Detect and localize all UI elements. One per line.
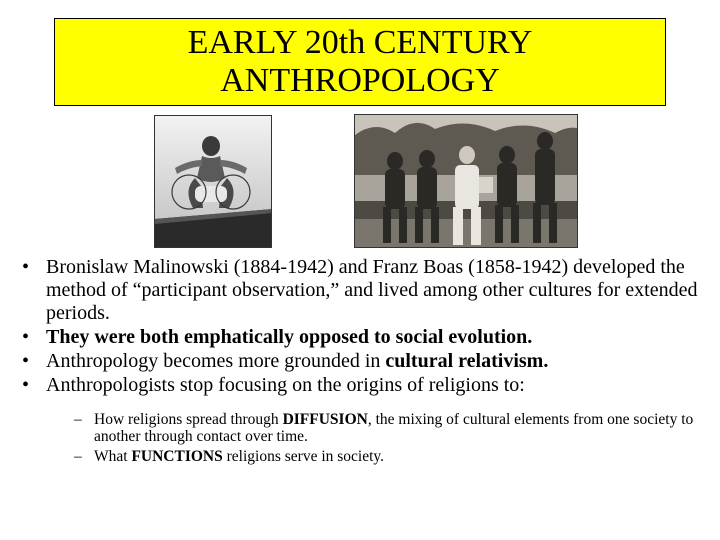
slide-title-line-1: EARLY 20th CENTURY — [187, 24, 533, 61]
slide-title-line-2: ANTHROPOLOGY — [220, 62, 500, 99]
bullet-marker: • — [22, 350, 30, 372]
dash-marker: – — [74, 448, 82, 465]
bullet-text: They were both emphatically opposed to social evolution. — [46, 326, 533, 348]
bullet-text — [46, 350, 702, 373]
dash-marker: – — [74, 411, 82, 428]
bullet-marker: • — [22, 326, 30, 348]
sub-bullet-text — [94, 448, 702, 465]
bullet-item — [22, 350, 702, 373]
sub-bullet-list — [22, 411, 702, 465]
bullet-item — [22, 374, 702, 397]
bullet-text-plain: Anthropology becomes more grounded in — [46, 350, 386, 372]
bullet-text: Bronislaw Malinowski (1884-1942) and Franz Boas (1858-1942) developed the method of “participant observation,” and lived among other cultures for extended periods. — [46, 256, 698, 324]
bullet-text: Anthropologists stop focusing on the origins of religions to: — [46, 374, 525, 396]
sub-text-bold: FUNCTIONS — [131, 448, 223, 465]
bullet-list — [22, 256, 702, 465]
sub-text-bold: DIFFUSION — [282, 411, 368, 428]
bullet-marker: • — [22, 374, 30, 396]
bullet-item — [22, 326, 702, 349]
bullet-text-bold: cultural relativism. — [385, 350, 549, 372]
bullet-item — [22, 256, 702, 325]
sub-text-plain: How religions spread through — [94, 411, 283, 428]
slide-title-box — [54, 18, 666, 106]
sub-bullet-text — [94, 411, 702, 445]
bullet-marker: • — [22, 256, 30, 278]
sub-bullet-item — [74, 411, 702, 445]
sub-text-plain: religions serve in society. — [222, 448, 385, 465]
sub-bullet-item — [74, 448, 702, 465]
sub-text-plain: What — [94, 448, 132, 465]
photo-man-crouching — [154, 115, 272, 248]
photo-group-seated — [354, 114, 578, 248]
sub-text-plain: , the mixing of cultural elements from one society to another through contact over time. — [94, 411, 694, 445]
